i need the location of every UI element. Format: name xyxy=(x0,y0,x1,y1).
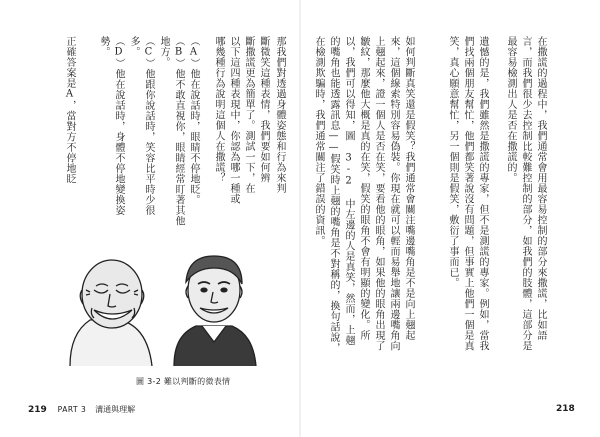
left-text-col-2: 斷撒謊更為簡單了。測試一下，在 xyxy=(243,36,254,194)
right-paragraph-2: 遺憾的是，我們雖然是撒謊的專家，但不是測謊的專家。例如，當我們找兩個朋友幫忙，他們都笑著說沒有問題，但事實上他們一個是真笑，真心願意幫忙，另一個則是假笑，敷衍了事而已。 xyxy=(447,36,488,351)
left-text-col-4: 哪幾種行為說明這個人在撒謊？ xyxy=(213,36,224,183)
left-folio xyxy=(28,404,135,415)
right-page-number: 218 xyxy=(556,404,575,414)
right-paragraph-3: 如何判斷真笑還是假笑？我們通常會關注嘴邊嘴角是不是向上翹起來，這個線索特別容易偽裝。你現在就可以輕而易舉地讓兩邊嘴角向上翹起來，證一個人是否在笑，要看他的眼角，如果他的眼角出現了皺紋，那麼他大概是真的在笑，假笑的眼角不會有明顯的變化。所以，我們可以得知，圖 3-2 中左邊的人是真笑，然而，上翹的嘴角也能透露訊息——假笑時上翹的嘴角是不對稱的，換句話說，在檢測欺騙時，我們通常關注了錯誤的資訊。 xyxy=(313,36,414,353)
left-page-number: 219 xyxy=(28,405,47,415)
left-text-col-1: 斷微笑這種表情，我們要如何辨 xyxy=(258,36,269,183)
left-lead-column: 那我們對透過身體姿態和行為來判 xyxy=(274,36,285,194)
option-a: （A）他在說話時，眼睛不停地眨。 xyxy=(188,36,199,205)
figure-two-smiling-faces xyxy=(56,246,270,366)
running-head-chapter: 溝通與理解 xyxy=(95,405,136,414)
face-genuine-smile xyxy=(70,260,152,366)
figure-caption: 圖 3-2 難以判斷的微表情 xyxy=(136,377,231,386)
face-fake-smile xyxy=(174,256,256,366)
option-d: （D）他在說話時，身體不停地變換姿勢。 xyxy=(98,36,124,216)
option-b: （B）他不敢直視你，眼睛經常盯著其他地方。 xyxy=(158,36,184,226)
right-paragraph-1: 在撒謊的過程中，我們通常會用最容易控制的部分來撒謊，比如語言，而我們很少去控制比較難控制的部分，如我們的肢體，這部分是最容易檢測出人是否在撒謊的。 xyxy=(505,36,546,351)
option-c: （C）他跟你說話時，笑容比平時少很多。 xyxy=(128,36,154,216)
answer-text: 正確答案是A，當對方不停地眨 xyxy=(64,36,75,184)
left-text-col-3: 以下這四種表現中，你認為哪一種或 xyxy=(228,36,239,204)
running-head-part: PART 3 xyxy=(57,405,87,414)
